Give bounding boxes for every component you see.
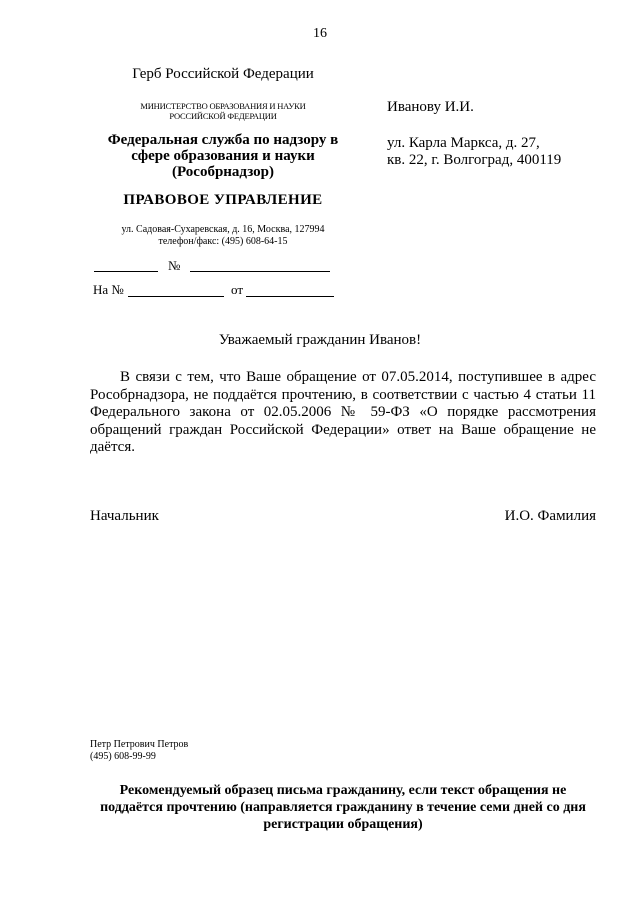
sender-address <box>84 224 362 248</box>
ref-date-blank <box>246 296 334 297</box>
service-line-3: (Рособрнадзор) <box>172 164 274 180</box>
service-line-1: Федеральная служба по надзору в <box>107 132 339 148</box>
reg-number-sign: № <box>168 258 181 273</box>
executor-name: Петр Петрович Петров <box>90 739 189 750</box>
recipient-address-line-1: ул. Карла Маркса, д. 27, <box>387 135 540 151</box>
letter-body: В связи с тем, что Ваше обращение от 07.05.2014, поступившее в адрес Рособрнадзора, не поддаётся прочтению, в соответствии с частью 4 статьи 11 Федерального закона от 02.05.2006 № 59-ФЗ «О порядке рассмотрения обращений граждан Российской Федерации» ответ на Ваше обращение не даётся. <box>90 369 596 455</box>
sender-address-line-1: ул. Садовая-Сухаревская, д. 16, Москва, 127994 <box>121 224 325 235</box>
reg-number-blank <box>190 271 330 272</box>
ref-number-label: На № <box>93 282 124 297</box>
ref-number-blank <box>128 296 224 297</box>
department-name: ПРАВОВОЕ УПРАВЛЕНИЕ <box>123 192 323 208</box>
ministry-line-2: РОССИЙСКОЙ ФЕДЕРАЦИИ <box>169 111 277 121</box>
reg-date-blank <box>94 271 158 272</box>
letter-greeting: Уважаемый гражданин Иванов! <box>218 332 422 348</box>
ministry-name <box>84 101 362 121</box>
service-line-2: сфере образования и науки <box>131 148 315 164</box>
recipient-address-line-2: кв. 22, г. Волгоград, 400119 <box>387 152 562 168</box>
recipient-name: Иванову И.И. <box>387 99 474 115</box>
recipient-address <box>387 135 561 169</box>
page-number: 16 <box>313 26 327 41</box>
executor-info <box>90 739 188 763</box>
service-name <box>84 132 362 180</box>
executor-phone: (495) 608-99-99 <box>90 751 156 762</box>
coat-of-arms-caption: Герб Российской Федерации <box>132 66 314 82</box>
ministry-line-1: МИНИСТЕРСТВО ОБРАЗОВАНИЯ И НАУКИ <box>140 101 306 111</box>
signer-title: Начальник <box>90 508 159 524</box>
signer-name: И.О. Фамилия <box>504 508 596 524</box>
sender-address-line-2: телефон/факс: (495) 608-64-15 <box>158 236 288 247</box>
template-note: Рекомендуемый образец письма гражданину, если текст обращения не поддаётся прочтению (направляется гражданину в течение семи дней со дня регистрации обращения) <box>100 783 586 832</box>
ref-date-label: от <box>231 282 244 297</box>
